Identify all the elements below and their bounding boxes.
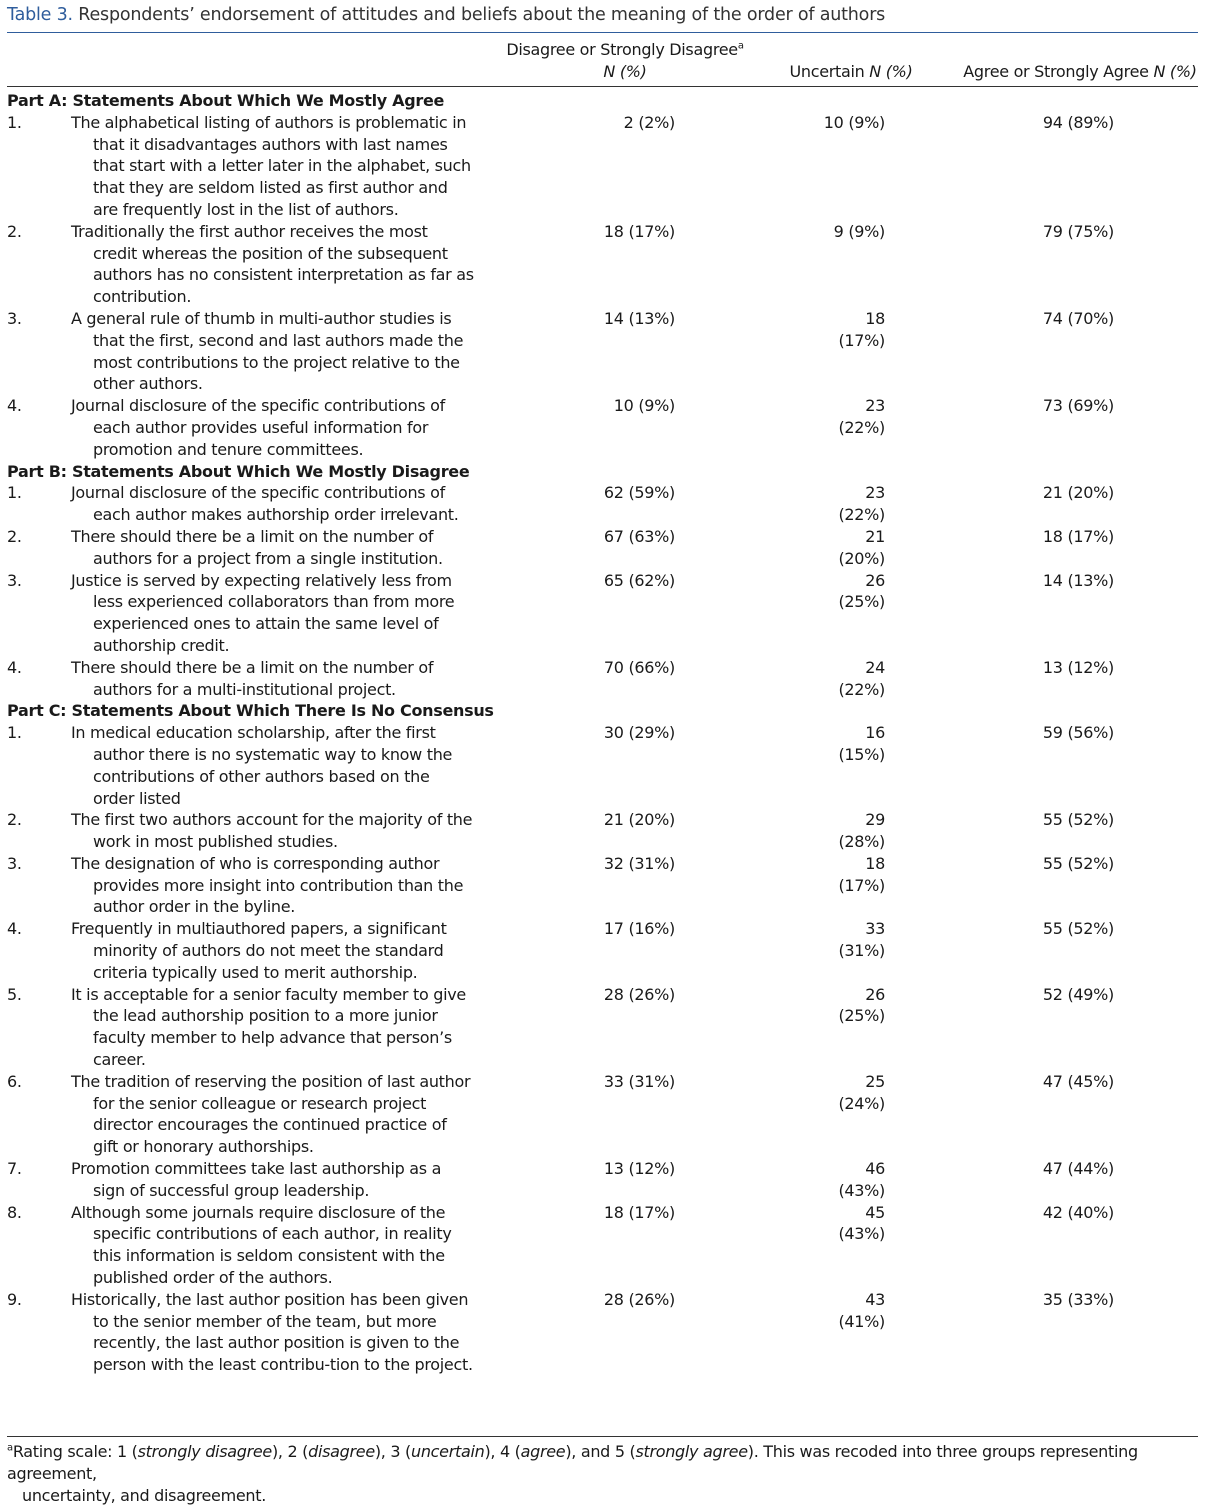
footnote-scale-term: disagree (308, 1442, 375, 1461)
table-footnote (7, 1441, 1198, 1506)
row-statement: In medical education scholarship, after the first author there is no systematic way to know the contributions of other authors based on the order listed (71, 723, 453, 808)
table-row (7, 308, 1198, 395)
cell-uncertain: 23 (22%) (838, 483, 885, 525)
cell-uncertain: 9 (9%) (833, 221, 885, 241)
cell-disagree: 28 (26%) (603, 1289, 675, 1309)
cell-disagree: 14 (13%) (603, 308, 675, 328)
table-row (7, 112, 1198, 221)
cell-uncertain: 43 (41%) (838, 1289, 885, 1331)
footnote-text: ), 4 ( (484, 1442, 521, 1461)
cell-agree: 55 (52%) (1042, 853, 1114, 873)
row-statement: Although some journals require disclosure of the specific contributions of each author, in reality this information is seldom consistent with the published order of the authors. (71, 1202, 452, 1288)
cell-uncertain: 23 (22%) (838, 396, 885, 437)
row-number: 8. (7, 1202, 22, 1222)
footnote-scale-term: agree (520, 1442, 566, 1461)
cell-disagree: 18 (17%) (603, 1202, 675, 1222)
row-number: 1. (7, 112, 22, 132)
footnote-text: ), and 5 ( (565, 1442, 636, 1461)
cell-agree: 21 (20%) (1042, 483, 1114, 503)
row-number: 9. (7, 1289, 22, 1309)
row-statement: Justice is served by expecting relatively less from less experienced collaborators than from more experienced ones to attain the same level of authorship credit. (71, 570, 455, 655)
header-agree (930, 61, 1205, 83)
cell-disagree: 33 (31%) (603, 1071, 675, 1091)
table-row (7, 809, 1198, 853)
cell-agree: 55 (52%) (1042, 810, 1114, 830)
row-statement: Historically, the last author position has been given to the senior member of the team, but more recently, the last author position is given to the person with the least contribu-tion to the project. (71, 1289, 473, 1375)
cell-agree: 13 (12%) (1042, 657, 1114, 677)
cell-agree: 55 (52%) (1042, 919, 1114, 939)
cell-disagree: 10 (9%) (613, 396, 675, 416)
row-number: 4. (7, 657, 22, 677)
row-statement: The designation of who is corresponding author provides more insight into contribution than the author order in the byline. (71, 853, 464, 917)
section-heading: Part C: Statements About Which There Is No Consensus (7, 701, 494, 721)
table-row (7, 395, 1198, 460)
header-disagree-label: Disagree or Strongly Disagree (506, 40, 738, 59)
row-statement: There should there be a limit on the number of authors for a multi-institutional project. (71, 657, 434, 699)
table-row (7, 722, 1198, 809)
row-statement: Traditionally the first author receives the most credit whereas the position of the subsequent authors has no consistent interpretation as far as contribution. (71, 221, 474, 307)
cell-disagree: 2 (2%) (623, 112, 675, 132)
cell-disagree: 62 (59%) (603, 483, 675, 503)
section-heading: Part A: Statements About Which We Mostly Agree (7, 91, 445, 110)
header-disagree-unit: N (%) (603, 61, 647, 81)
footnote-text: ), 2 ( (271, 1442, 309, 1461)
table-row (7, 1158, 1198, 1202)
footnote-line (7, 1441, 1198, 1485)
cell-disagree: 17 (16%) (603, 919, 675, 939)
table-row (7, 526, 1198, 570)
cell-uncertain: 18 (17%) (838, 308, 885, 350)
row-number: 2. (7, 221, 22, 241)
cell-agree: 18 (17%) (1042, 526, 1114, 546)
cell-agree: 74 (70%) (1042, 308, 1114, 328)
header-footnote-mark: a (737, 40, 744, 52)
table-label: Table 3. (7, 5, 73, 25)
cell-disagree: 28 (26%) (603, 984, 675, 1004)
table-row (7, 657, 1198, 701)
bottom-rule (7, 1436, 1198, 1437)
cell-uncertain: 16 (15%) (838, 723, 885, 764)
header-uncertain-label: Uncertain (789, 62, 870, 81)
cell-agree: 14 (13%) (1042, 570, 1114, 590)
cell-agree: 42 (40%) (1042, 1202, 1114, 1222)
cell-disagree: 13 (12%) (603, 1159, 675, 1179)
footnote-mark: a (7, 1442, 13, 1454)
footnote-line: uncertainty, and disagreement. (22, 1485, 267, 1505)
cell-uncertain: 46 (43%) (838, 1159, 885, 1200)
header-agree-unit: N (%) (1153, 62, 1197, 81)
cell-disagree: 21 (20%) (603, 810, 675, 830)
footnote-scale-term: strongly agree (635, 1442, 748, 1461)
cell-uncertain: 25 (24%) (838, 1071, 885, 1113)
header-rule (7, 86, 1198, 87)
cell-agree: 47 (45%) (1042, 1071, 1114, 1091)
cell-agree: 47 (44%) (1042, 1159, 1114, 1179)
row-statement: Journal disclosure of the specific contributions of each author makes authorship order irrelevant. (71, 483, 459, 525)
table-body (7, 90, 1198, 1376)
header-uncertain (751, 61, 951, 83)
footnote-text: Rating scale: 1 ( (12, 1442, 138, 1461)
cell-disagree: 65 (62%) (603, 570, 675, 590)
row-statement: The first two authors account for the majority of the work in most published studies. (71, 810, 473, 852)
header-uncertain-unit: N (%) (869, 62, 913, 81)
cell-uncertain: 45 (43%) (838, 1202, 885, 1244)
cell-agree: 79 (75%) (1042, 221, 1114, 241)
table-row (7, 482, 1198, 526)
cell-uncertain: 26 (25%) (838, 984, 885, 1026)
row-number: 7. (7, 1159, 22, 1179)
row-number: 1. (7, 723, 22, 743)
header-disagree (460, 39, 790, 82)
row-statement: There should there be a limit on the number of authors for a project from a single institution. (71, 526, 443, 568)
cell-uncertain: 33 (31%) (838, 919, 885, 961)
row-statement: The alphabetical listing of authors is problematic in that it disadvantages authors with last names that start with a letter later in the alphabet, such that they are seldom listed as first author and are frequently lost in the list of authors. (71, 112, 471, 219)
cell-disagree: 30 (29%) (603, 723, 675, 743)
row-statement: Frequently in multiauthored papers, a significant minority of authors do not meet the standard criteria typically used to merit authorship. (71, 919, 447, 982)
row-statement: It is acceptable for a senior faculty member to give the lead authorship position to a more junior faculty member to help advance that person’s career. (71, 984, 466, 1070)
table-row (7, 1289, 1198, 1376)
cell-uncertain: 29 (28%) (838, 810, 885, 852)
cell-agree: 35 (33%) (1042, 1289, 1114, 1309)
table-row (7, 984, 1198, 1071)
cell-disagree: 18 (17%) (603, 221, 675, 241)
row-statement: The tradition of reserving the position of last author for the senior colleague or research project director encourages the continued practice of gift or honorary authorships. (71, 1071, 471, 1157)
row-number: 4. (7, 396, 22, 416)
cell-agree: 52 (49%) (1042, 984, 1114, 1004)
table-caption (7, 5, 1197, 25)
row-number: 2. (7, 810, 22, 830)
cell-uncertain: 24 (22%) (838, 657, 885, 699)
row-number: 3. (7, 308, 22, 328)
footnote-text: ), 3 ( (374, 1442, 411, 1461)
cell-disagree: 67 (63%) (603, 526, 675, 546)
table-row (7, 918, 1198, 983)
section-heading: Part B: Statements About Which We Mostly Disagree (7, 461, 470, 481)
row-number: 4. (7, 919, 22, 939)
row-statement: Journal disclosure of the specific contributions of each author provides useful information for promotion and tenure committees. (71, 396, 445, 459)
cell-agree: 94 (89%) (1042, 112, 1114, 132)
row-number: 3. (7, 853, 22, 873)
cell-agree: 73 (69%) (1042, 396, 1114, 416)
row-number: 1. (7, 483, 22, 503)
cell-uncertain: 18 (17%) (838, 853, 885, 895)
cell-disagree: 70 (66%) (603, 657, 675, 677)
cell-uncertain: 10 (9%) (823, 112, 885, 132)
row-number: 5. (7, 984, 22, 1004)
cell-uncertain: 26 (25%) (838, 570, 885, 612)
cell-disagree: 32 (31%) (603, 853, 675, 873)
row-statement: A general rule of thumb in multi-author studies is that the first, second and last authors made the most contributions to the project relative to the other authors. (71, 308, 464, 394)
footnote-scale-term: uncertain (410, 1442, 485, 1461)
cell-uncertain: 21 (20%) (838, 526, 885, 568)
footnote-scale-term: strongly disagree (137, 1442, 272, 1461)
row-number: 3. (7, 570, 22, 590)
footnote-text: ). This was recoded into three groups representing agreement, (7, 1442, 1138, 1483)
row-number: 2. (7, 526, 22, 546)
header-agree-label: Agree or Strongly Agree (963, 62, 1154, 81)
row-number: 6. (7, 1071, 22, 1091)
top-rule (7, 32, 1198, 33)
cell-agree: 59 (56%) (1042, 723, 1114, 743)
table-row (7, 1071, 1198, 1158)
table-row (7, 570, 1198, 657)
table-title: Respondents’ endorsement of attitudes and beliefs about the meaning of the order of authors (78, 5, 886, 25)
table-row (7, 1202, 1198, 1289)
row-statement: Promotion committees take last authorship as a sign of successful group leadership. (71, 1159, 442, 1200)
table-row (7, 853, 1198, 918)
table-row (7, 221, 1198, 308)
